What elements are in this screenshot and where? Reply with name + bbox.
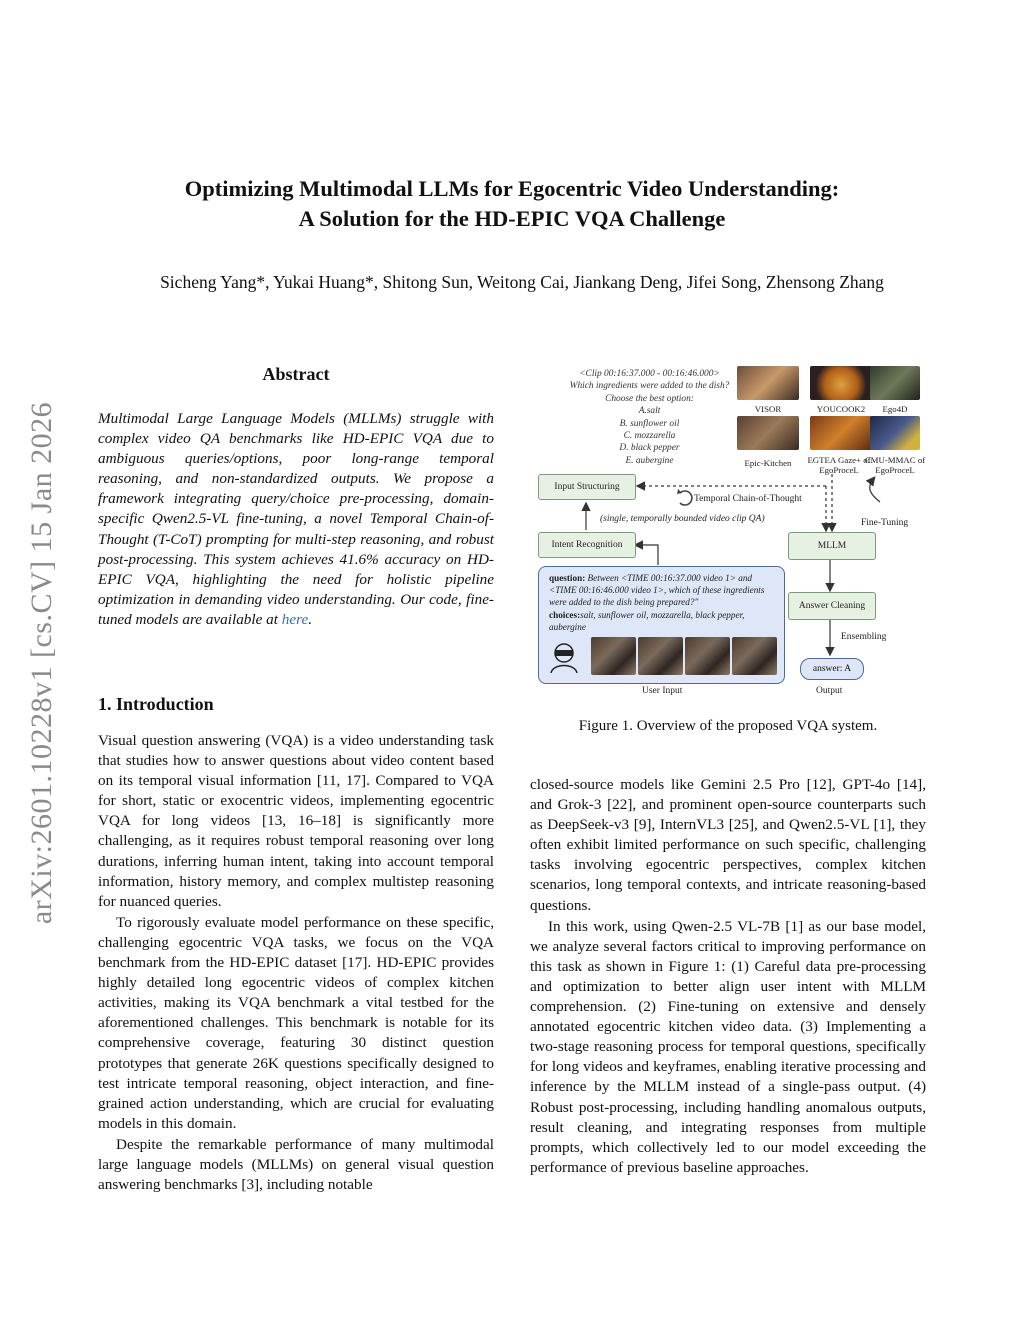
ego4d-thumbnail	[870, 366, 920, 400]
dataset-label-egtea: EGTEA Gaze+ of EgoProceL	[807, 455, 871, 475]
arxiv-sidebar-id	[22, 375, 62, 950]
user-input-panel	[538, 566, 785, 684]
left-column-text	[98, 731, 494, 1195]
title-line-1: Optimizing Multimodal LLMs for Egocentric Video Understanding:	[184, 176, 840, 201]
figure-caption: Figure 1. Overview of the proposed VQA system.	[578, 718, 878, 734]
dataset-label-cmu-mmac: CMU-MMAC of EgoProceL	[864, 455, 926, 475]
query-line: A.salt	[638, 406, 661, 417]
temporal-cot-note: (single, temporally bounded video clip QA)	[600, 514, 765, 524]
input-structuring-box: Input Structuring	[538, 474, 636, 500]
question-label: question:	[549, 573, 586, 583]
video-frame	[685, 637, 730, 675]
choices-text: salt, sunflower oil, mozzarella, black pepper, aubergine	[549, 609, 745, 632]
answer-output: answer: A	[800, 658, 864, 680]
title-line-2: A Solution for the HD-EPIC VQA Challenge	[298, 206, 726, 231]
user-input-label: User Input	[642, 686, 683, 696]
dataset-label-ego4d: Ego4D	[882, 404, 908, 414]
query-line: <Clip 00:16:37.000 - 00:16:46.000>	[579, 369, 720, 379]
abstract-body	[98, 409, 494, 630]
query-line: Choose the best option:	[605, 393, 694, 404]
question-text-block	[549, 572, 777, 633]
video-frame	[732, 637, 777, 675]
dataset-label-visor: VISOR	[754, 404, 782, 414]
mllm-box: MLLM	[788, 532, 876, 560]
refresh-icon	[677, 489, 692, 505]
video-frame	[591, 637, 636, 675]
question-text: Between <TIME 00:16:37.000 video 1> and <TIME 00:16:46.000 video 1>, which of these ingredients were added to the dish being prepared?"	[549, 573, 765, 608]
user-avatar-icon	[547, 641, 581, 673]
ensembling-label: Ensembling	[841, 632, 887, 642]
temporal-cot-label: Temporal Chain-of-Thought	[694, 494, 802, 504]
arrow-question-to-intent	[636, 545, 658, 565]
figure-query-text	[542, 368, 757, 467]
abstract-heading: Abstract	[262, 364, 330, 384]
intro-paragraph-3: Despite the remarkable performance of many multimodal large language models (MLLMs) on general visual question answering benchmarks [3], including notable	[98, 1135, 494, 1194]
video-frame	[638, 637, 683, 675]
dataset-label-epic-kitchen: Epic-Kitchen	[744, 458, 792, 468]
query-line: E. aubergine	[625, 455, 674, 466]
intent-recognition-box: Intent Recognition	[538, 532, 636, 558]
answer-cleaning-box: Answer Cleaning	[788, 592, 876, 620]
intro-paragraph-1: Visual question answering (VQA) is a video understanding task that studies how to answer questions about video content based on its temporal visual information [11, 17]. Compared to VQA for short, static or exocentric videos, implementing egocentric VQA for long videos [13, 16–18] is significantly more challenging, as it requires robust temporal reasoning over long durations, inferring human intent, taking into account temporal information, history memory, and complex multistep reasoning for nuanced queries.	[98, 732, 494, 910]
abstract-text: Multimodal Large Language Models (MLLMs) struggle with complex video QA benchmarks like HD-EPIC VQA due to ambiguous queries/options, poor long-range temporal reasoning, and non-standardized outputs. We propose a framework integrating query/choice pre-processing, domain-specific Qwen2.5-VL fine-tuning, a novel Temporal Chain-of-Thought (T-CoT) prompting for multi-step reasoning, and robust post-processing. This system achieves 41.6% accuracy on HD-EPIC VQA, highlighting the need for holistic pipeline optimization in demanding video understanding. Our code, fine-tuned models are available at	[98, 410, 494, 628]
paper-title	[100, 174, 924, 234]
output-label: Output	[816, 686, 843, 696]
author-list: Sicheng Yang*, Yukai Huang*, Shitong Sun, Weitong Cai, Jiankang Deng, Jifei Song, Zhensong Zhang	[160, 272, 884, 292]
query-line: C. mozzarella	[623, 431, 676, 442]
arxiv-id-text: arXiv:2601.10228v1 [cs.CV] 15 Jan 2026	[25, 401, 58, 924]
intro-paragraph-2: To rigorously evaluate model performance on these specific, challenging egocentric VQA tasks, we focus on the VQA benchmark from the HD-EPIC dataset [17]. HD-EPIC provides highly detailed long egocentric videos of complex kitchen activities, making its VQA benchmark a vital testbed for the aforementioned challenges. This benchmark is notable for its comprehensive coverage, featuring 30 distinct question prototypes that generate 26K questions specifically designed to test intricate temporal reasoning, object interaction, and fine-grained action understanding, which are crucial for evaluating models in this domain.	[98, 913, 494, 1132]
code-link[interactable]: here	[281, 610, 309, 628]
visor-thumbnail	[737, 366, 799, 400]
query-line: B. sunflower oil	[619, 418, 680, 429]
fine-tuning-arrow	[870, 478, 880, 502]
epic-kitchen-thumbnail	[737, 416, 799, 450]
egtea-thumbnail	[810, 416, 872, 450]
right-column-text	[530, 775, 926, 1178]
video-frames-strip	[591, 637, 777, 675]
query-line: Which ingredients were added to the dish?	[569, 381, 730, 392]
youcook2-thumbnail	[810, 366, 872, 400]
fine-tuning-label: Fine-Tuning	[861, 518, 909, 528]
intro-paragraph-4: closed-source models like Gemini 2.5 Pro [12], GPT-4o [14], and Grok-3 [22], and prominent open-source counterparts such as DeepSeek-v3 [9], InternVL3 [25], and Qwen2.5-VL [1], they often exhibit limited performance on such specific, challenging tasks involving egocentric perspectives, complex kitchen scenarios, long temporal contexts, and intricate reasoning-based questions.	[530, 776, 926, 914]
dataset-label-youcook2: YOUCOOK2	[816, 404, 866, 414]
cmu-mmac-thumbnail	[870, 416, 920, 450]
figure-1	[530, 362, 930, 702]
choices-label: choices:	[549, 609, 581, 620]
abstract-end: .	[308, 610, 312, 628]
query-line: D. black pepper	[619, 443, 680, 454]
intro-paragraph-5: In this work, using Qwen-2.5 VL-7B [1] as our base model, we analyze several factors critical to improving performance on this task as shown in Figure 1: (1) Careful data pre-processing and optimization to better align user intent with MLLM comprehension. (2) Fine-tuning on extensive and densely annotated egocentric kitchen video data. (3) Implementing a two-stage reasoning process for temporal questions, specifically for long videos and keyframes, enabling iterative processing and inference by the MLLM instead of a single-pass output. (4) Robust post-processing, including handling anomalous outputs, result cleaning, and integrating responses from multiple prompts, which collectively led to our model exceeding the performance of previous baseline approaches.	[530, 917, 926, 1176]
intro-heading: 1. Introduction	[98, 694, 214, 714]
